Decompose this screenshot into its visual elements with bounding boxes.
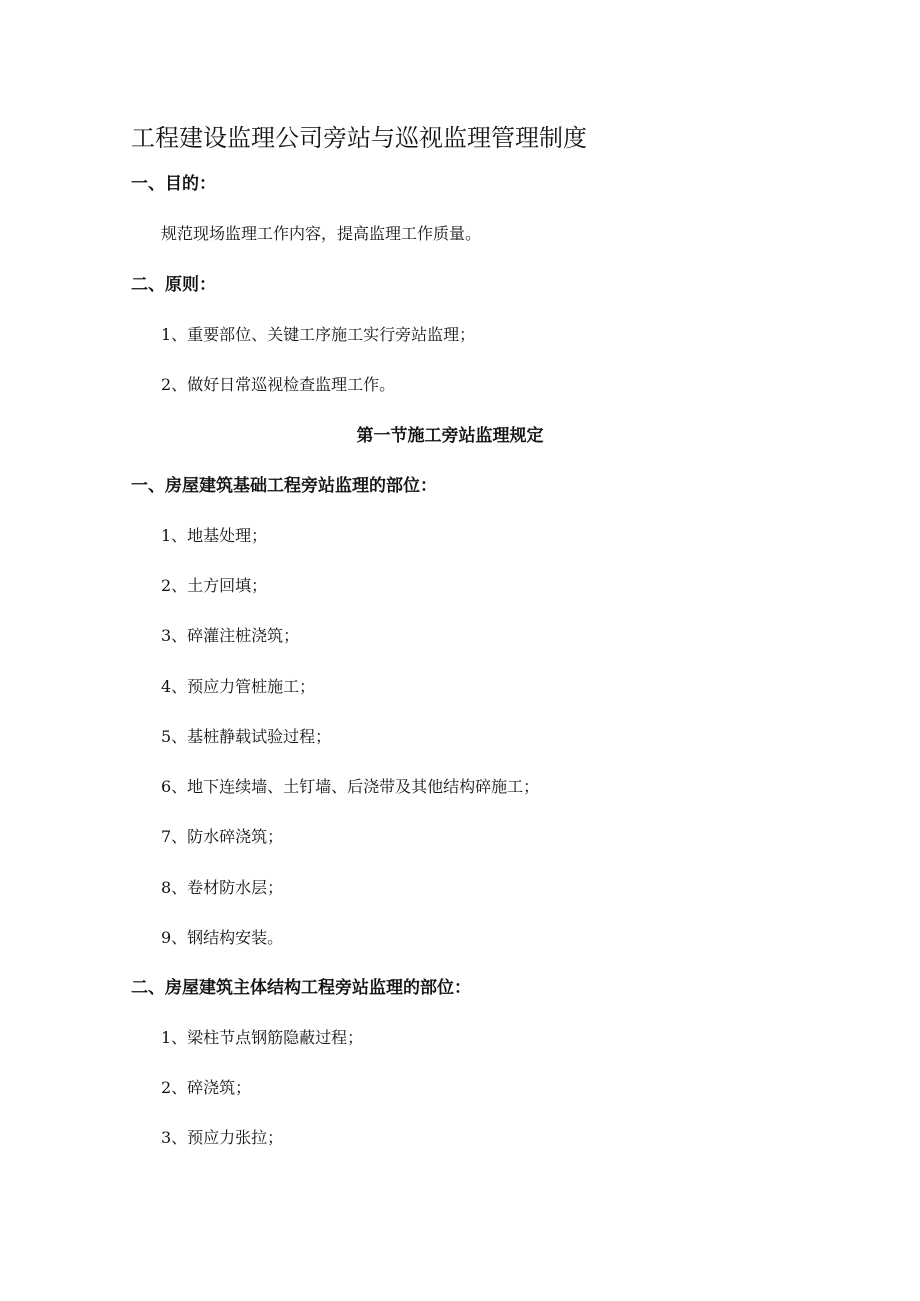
foundation-item: 1、地基处理； [161, 526, 268, 545]
foundation-item: 6、地下连续墙、土钉墙、后浇带及其他结构碎施工； [161, 777, 540, 796]
foundation-item: 7、防水碎浇筑； [161, 827, 284, 846]
foundation-item: 4、预应力管桩施工； [161, 677, 316, 696]
purpose-heading: 一、目的： [131, 174, 216, 194]
main-structure-item: 1、梁柱节点钢筋隐蔽过程； [161, 1028, 364, 1047]
foundation-item: 8、卷材防水层； [161, 878, 284, 897]
main-structure-item: 3、预应力张拉； [161, 1128, 284, 1147]
main-structure-item: 2、碎浇筑； [161, 1078, 252, 1097]
main-structure-heading: 二、房屋建筑主体结构工程旁站监理的部位： [131, 978, 471, 998]
principle-item-1: 1、重要部位、关键工序施工实行旁站监理； [161, 325, 476, 344]
principles-heading: 二、原则： [131, 275, 216, 295]
foundation-item: 3、碎灌注桩浇筑； [161, 626, 300, 645]
foundation-item: 5、基桩静载试验过程； [161, 727, 332, 746]
document-title: 工程建设监理公司旁站与巡视监理管理制度 [131, 124, 587, 152]
foundation-heading: 一、房屋建筑基础工程旁站监理的部位： [131, 476, 437, 496]
foundation-item: 2、土方回填； [161, 576, 268, 595]
purpose-text: 规范现场监理工作内容，提高监理工作质量。 [161, 224, 482, 243]
foundation-item: 9、钢结构安装。 [161, 928, 284, 947]
section-title: 第一节施工旁站监理规定 [356, 426, 544, 446]
principle-item-2: 2、做好日常巡视检查监理工作。 [161, 375, 396, 394]
